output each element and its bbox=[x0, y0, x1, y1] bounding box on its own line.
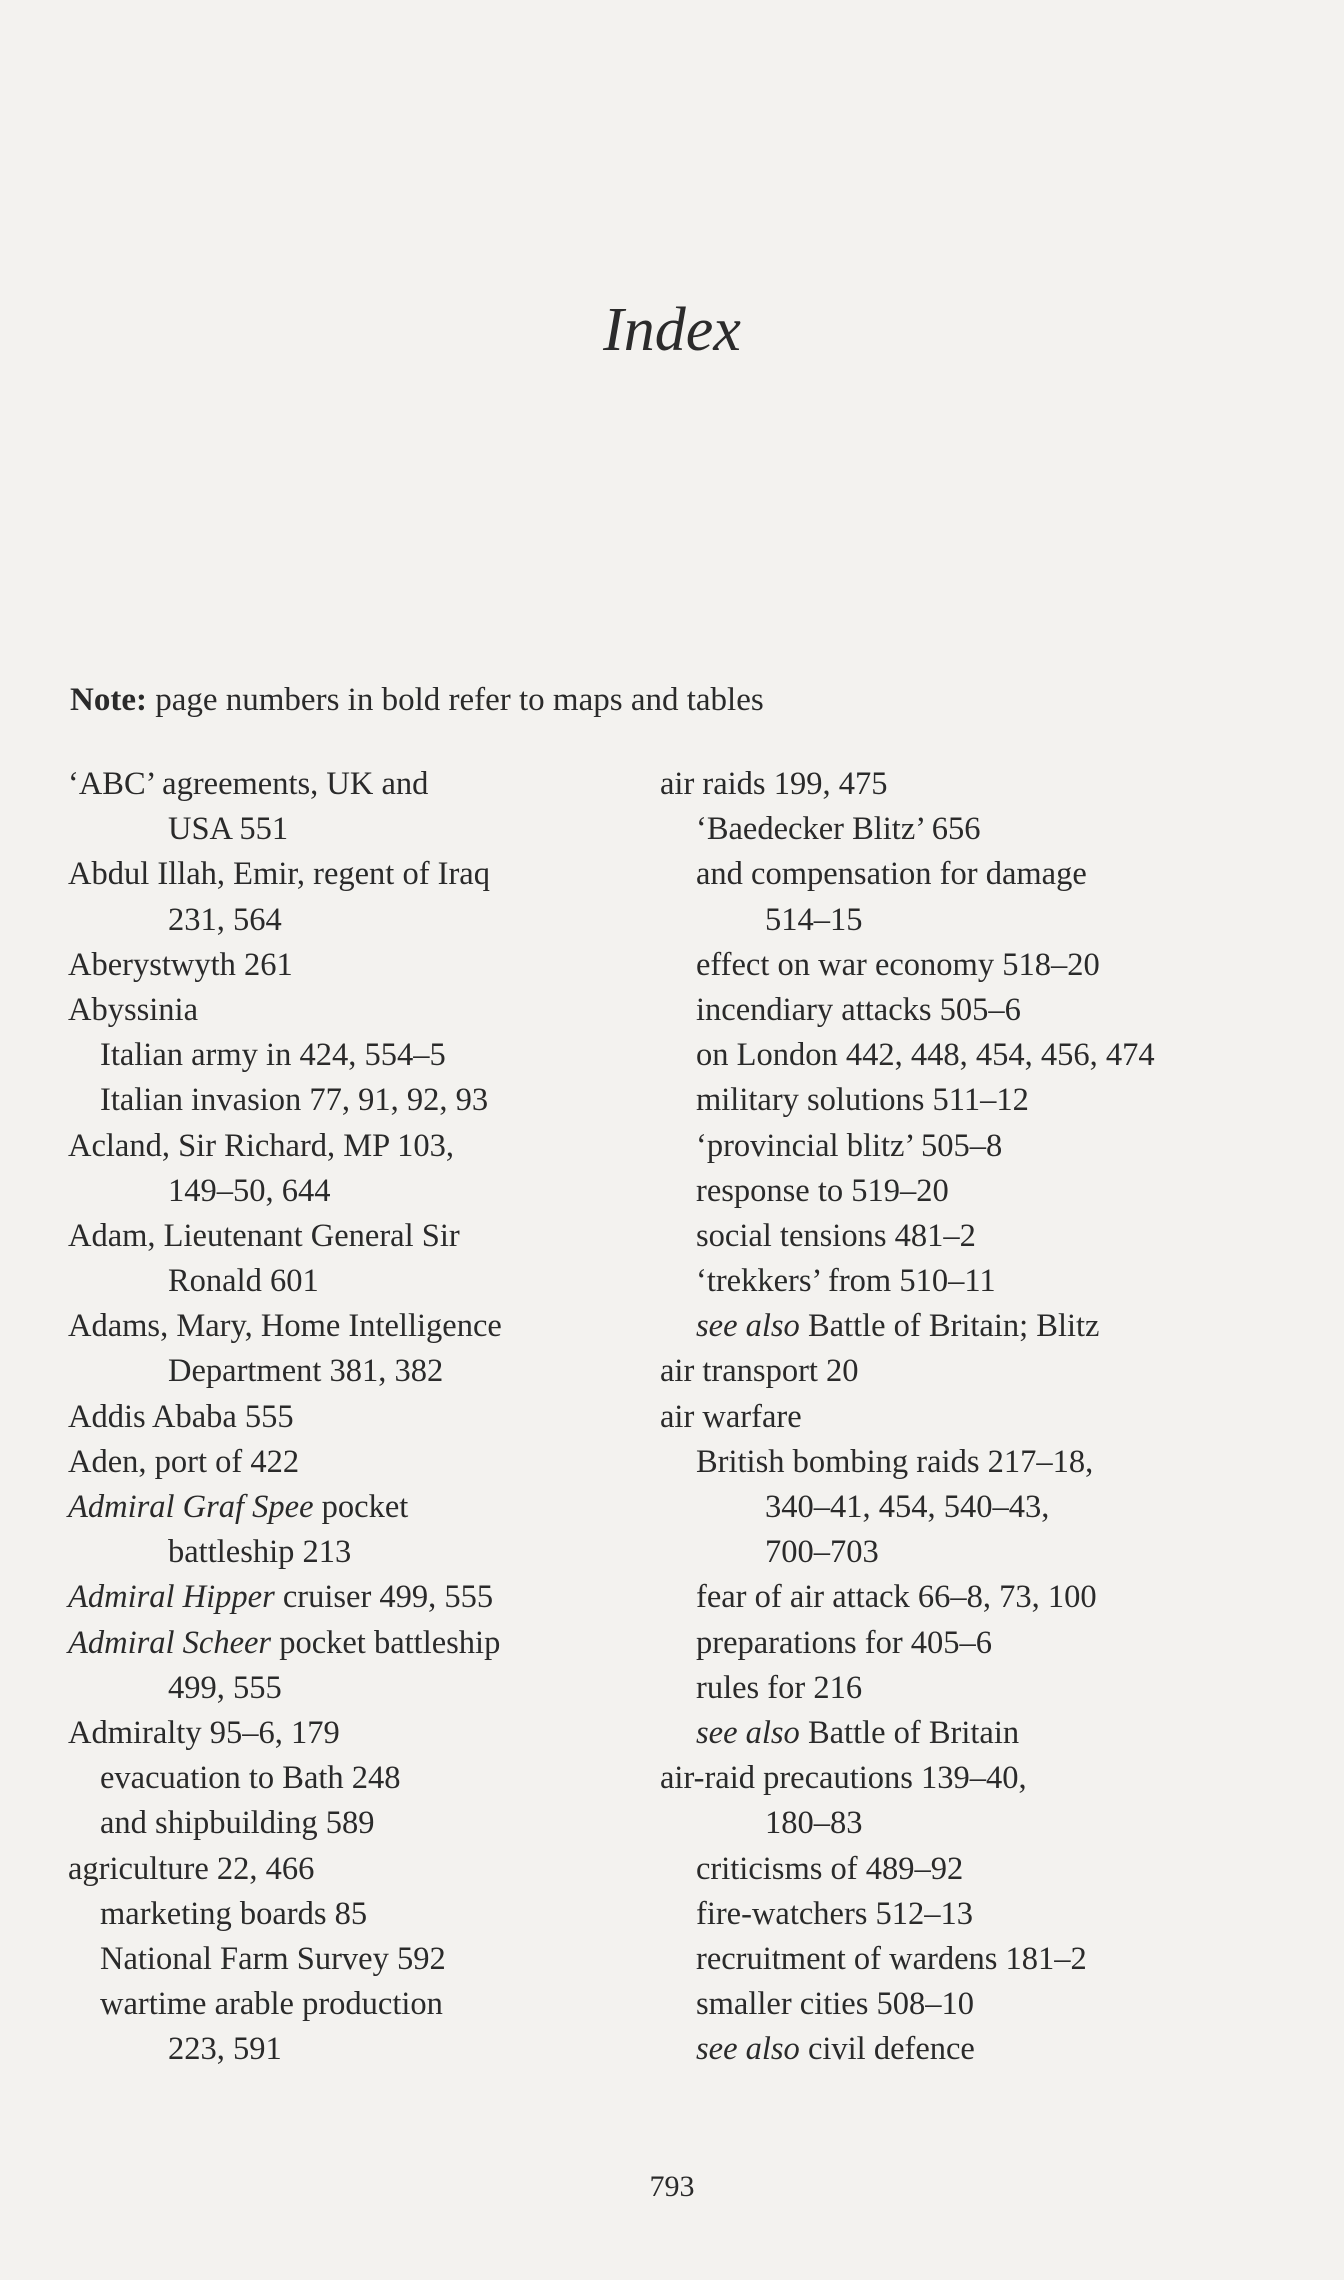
index-entry bbox=[68, 1666, 658, 1711]
index-entry bbox=[660, 2027, 1300, 2072]
index-entry-text: smaller cities 508–10 bbox=[696, 1986, 974, 2023]
index-entry-italic: see also bbox=[696, 1308, 800, 1345]
index-entry-text: Battle of Britain; Blitz bbox=[799, 1308, 1100, 1345]
index-entry bbox=[68, 1530, 658, 1575]
index-entry bbox=[660, 1847, 1300, 1892]
index-entry bbox=[660, 1982, 1300, 2027]
index-entry bbox=[660, 1304, 1300, 1349]
index-entry-text: air raids 199, 475 bbox=[660, 766, 888, 802]
index-entry-text: 514–15 bbox=[765, 901, 863, 938]
index-entry-text: Italian invasion 77, 91, 92, 93 bbox=[100, 1082, 489, 1119]
index-entry bbox=[660, 1124, 1300, 1169]
index-entry-text: ‘Baedecker Blitz’ 656 bbox=[696, 811, 981, 848]
index-entry bbox=[68, 852, 658, 897]
index-entry-text: Adam, Lieutenant General Sir bbox=[68, 1217, 460, 1254]
index-entry-text: preparations for 405–6 bbox=[696, 1624, 993, 1661]
index-entry bbox=[68, 2027, 658, 2072]
index-entry bbox=[660, 1756, 1300, 1801]
index-entry-text: incendiary attacks 505–6 bbox=[696, 991, 1021, 1028]
index-entry-text: effect on war economy 518–20 bbox=[696, 946, 1100, 983]
index-entry bbox=[68, 1124, 658, 1169]
note-label: Note: bbox=[70, 682, 147, 718]
index-entry bbox=[660, 1621, 1300, 1666]
index-entry bbox=[660, 1078, 1300, 1123]
index-entry-text: recruitment of wardens 181–2 bbox=[696, 1940, 1087, 1977]
index-entry bbox=[68, 762, 658, 807]
index-entry-text: Aden, port of 422 bbox=[68, 1443, 300, 1480]
index-entry-text: 223, 591 bbox=[168, 2031, 282, 2068]
index-entry-text: Aberystwyth 261 bbox=[68, 946, 293, 983]
index-entry-text: Admiralty 95–6, 179 bbox=[68, 1714, 340, 1751]
index-entry bbox=[68, 1847, 658, 1892]
index-entry-text: air warfare bbox=[660, 1398, 802, 1435]
index-entry-text: ‘trekkers’ from 510–11 bbox=[696, 1263, 996, 1300]
index-entry-text: air transport 20 bbox=[660, 1353, 859, 1390]
index-entry-text: USA 551 bbox=[168, 811, 289, 848]
index-entry-text: wartime arable production bbox=[100, 1986, 443, 2023]
index-entry bbox=[660, 1801, 1300, 1846]
index-entry bbox=[660, 943, 1300, 988]
index-entry bbox=[68, 898, 658, 943]
index-entry-text: 499, 555 bbox=[168, 1669, 282, 1706]
index-entry bbox=[660, 1937, 1300, 1982]
index-entry-text: 700–703 bbox=[765, 1534, 879, 1571]
index-entry bbox=[68, 1575, 658, 1620]
index-entry-text: 340–41, 454, 540–43, bbox=[765, 1489, 1050, 1525]
index-entry-text: 231, 564 bbox=[168, 901, 282, 938]
index-entry bbox=[68, 1621, 658, 1666]
index-entry bbox=[660, 898, 1300, 943]
index-entry bbox=[660, 1711, 1300, 1756]
index-entry-text: agriculture 22, 466 bbox=[68, 1850, 315, 1887]
index-note bbox=[70, 676, 764, 724]
index-entry-text: Abdul Illah, Emir, regent of Iraq bbox=[68, 856, 490, 893]
index-entry bbox=[660, 1214, 1300, 1259]
page-title: Index bbox=[603, 296, 741, 364]
index-entry bbox=[68, 807, 658, 852]
index-entry bbox=[68, 1485, 658, 1530]
index-entry bbox=[68, 943, 658, 988]
index-entry-text: fire-watchers 512–13 bbox=[696, 1895, 974, 1932]
index-entry-text: 149–50, 644 bbox=[168, 1172, 331, 1209]
index-entry bbox=[68, 1078, 658, 1123]
index-entry-text: on London 442, 448, 454, 456, 474 bbox=[696, 1037, 1155, 1074]
index-entry bbox=[660, 1349, 1300, 1394]
index-entry-text: National Farm Survey 592 bbox=[100, 1940, 446, 1977]
index-entry-text: air-raid precautions 139–40, bbox=[660, 1760, 1027, 1797]
index-entry bbox=[68, 1214, 658, 1259]
index-entry bbox=[660, 1169, 1300, 1214]
index-entry-text: battleship 213 bbox=[168, 1534, 352, 1571]
index-entry-text: Battle of Britain bbox=[799, 1714, 1020, 1751]
index-entry bbox=[68, 1982, 658, 2027]
index-entry-text: Department 381, 382 bbox=[168, 1353, 444, 1390]
index-entry-text: pocket bbox=[313, 1489, 409, 1525]
index-entry bbox=[660, 1395, 1300, 1440]
index-entry bbox=[68, 1169, 658, 1214]
index-entry bbox=[660, 1259, 1300, 1304]
note-text: page numbers in bold refer to maps and tables bbox=[146, 682, 764, 718]
index-entry bbox=[68, 988, 658, 1033]
index-entry-italic: see also bbox=[696, 1714, 800, 1751]
index-entry bbox=[660, 1485, 1300, 1530]
index-entry bbox=[660, 762, 1300, 807]
index-entry-text: civil defence bbox=[799, 2031, 975, 2068]
index-column-right bbox=[660, 762, 1300, 2072]
index-entry-text: Abyssinia bbox=[68, 991, 198, 1028]
index-entry bbox=[660, 1575, 1300, 1620]
index-entry-text: pocket battleship bbox=[271, 1624, 501, 1661]
index-entry-text: Addis Ababa 555 bbox=[68, 1398, 294, 1435]
index-entry-text: criticisms of 489–92 bbox=[696, 1850, 964, 1887]
index-entry bbox=[68, 1440, 658, 1485]
index-entry bbox=[660, 1530, 1300, 1575]
index-entry-italic: Admiral Graf Spee bbox=[68, 1489, 314, 1525]
index-entry-italic: Admiral Hipper bbox=[68, 1579, 275, 1616]
index-entry bbox=[68, 1033, 658, 1078]
index-entry bbox=[68, 1801, 658, 1846]
index-entry bbox=[68, 1756, 658, 1801]
index-entry-italic: Admiral Scheer bbox=[68, 1624, 272, 1661]
index-entry-text: British bombing raids 217–18, bbox=[696, 1443, 1094, 1480]
index-entry-text: and shipbuilding 589 bbox=[100, 1805, 375, 1842]
index-entry-text: rules for 216 bbox=[696, 1669, 863, 1706]
index-entry-text: military solutions 511–12 bbox=[696, 1082, 1029, 1119]
index-entry-text: fear of air attack 66–8, 73, 100 bbox=[696, 1579, 1097, 1616]
index-entry bbox=[68, 1711, 658, 1756]
index-entry bbox=[660, 1033, 1300, 1078]
index-entry-text: ‘provincial blitz’ 505–8 bbox=[696, 1127, 1003, 1164]
index-entry-text: marketing boards 85 bbox=[100, 1895, 368, 1932]
index-entry-text: evacuation to Bath 248 bbox=[100, 1760, 401, 1797]
index-entry-text: response to 519–20 bbox=[696, 1172, 949, 1209]
index-entry bbox=[660, 988, 1300, 1033]
index-entry bbox=[660, 1440, 1300, 1485]
index-entry bbox=[68, 1395, 658, 1440]
index-entry-text: and compensation for damage bbox=[696, 856, 1087, 893]
index-entry bbox=[68, 1892, 658, 1937]
index-entry-text: Italian army in 424, 554–5 bbox=[100, 1037, 446, 1074]
index-entry bbox=[68, 1349, 658, 1394]
index-entry bbox=[660, 852, 1300, 897]
index-entry bbox=[660, 1666, 1300, 1711]
index-entry-text: 180–83 bbox=[765, 1805, 863, 1842]
index-entry-text: ‘ABC’ agreements, UK and bbox=[68, 766, 429, 802]
index-entry-text: Adams, Mary, Home Intelligence bbox=[68, 1308, 502, 1345]
index-column-left bbox=[68, 762, 658, 2072]
index-entry bbox=[68, 1304, 658, 1349]
index-entry-text: cruiser 499, 555 bbox=[274, 1579, 494, 1616]
index-entry bbox=[68, 1937, 658, 1982]
index-entry-text: Ronald 601 bbox=[168, 1263, 319, 1300]
index-entry bbox=[660, 807, 1300, 852]
index-entry-text: social tensions 481–2 bbox=[696, 1217, 976, 1254]
page-number: 793 bbox=[649, 2170, 695, 2203]
index-entry-text: Acland, Sir Richard, MP 103, bbox=[68, 1127, 455, 1164]
index-entry bbox=[68, 1259, 658, 1304]
index-entry bbox=[660, 1892, 1300, 1937]
index-entry-italic: see also bbox=[696, 2031, 800, 2068]
